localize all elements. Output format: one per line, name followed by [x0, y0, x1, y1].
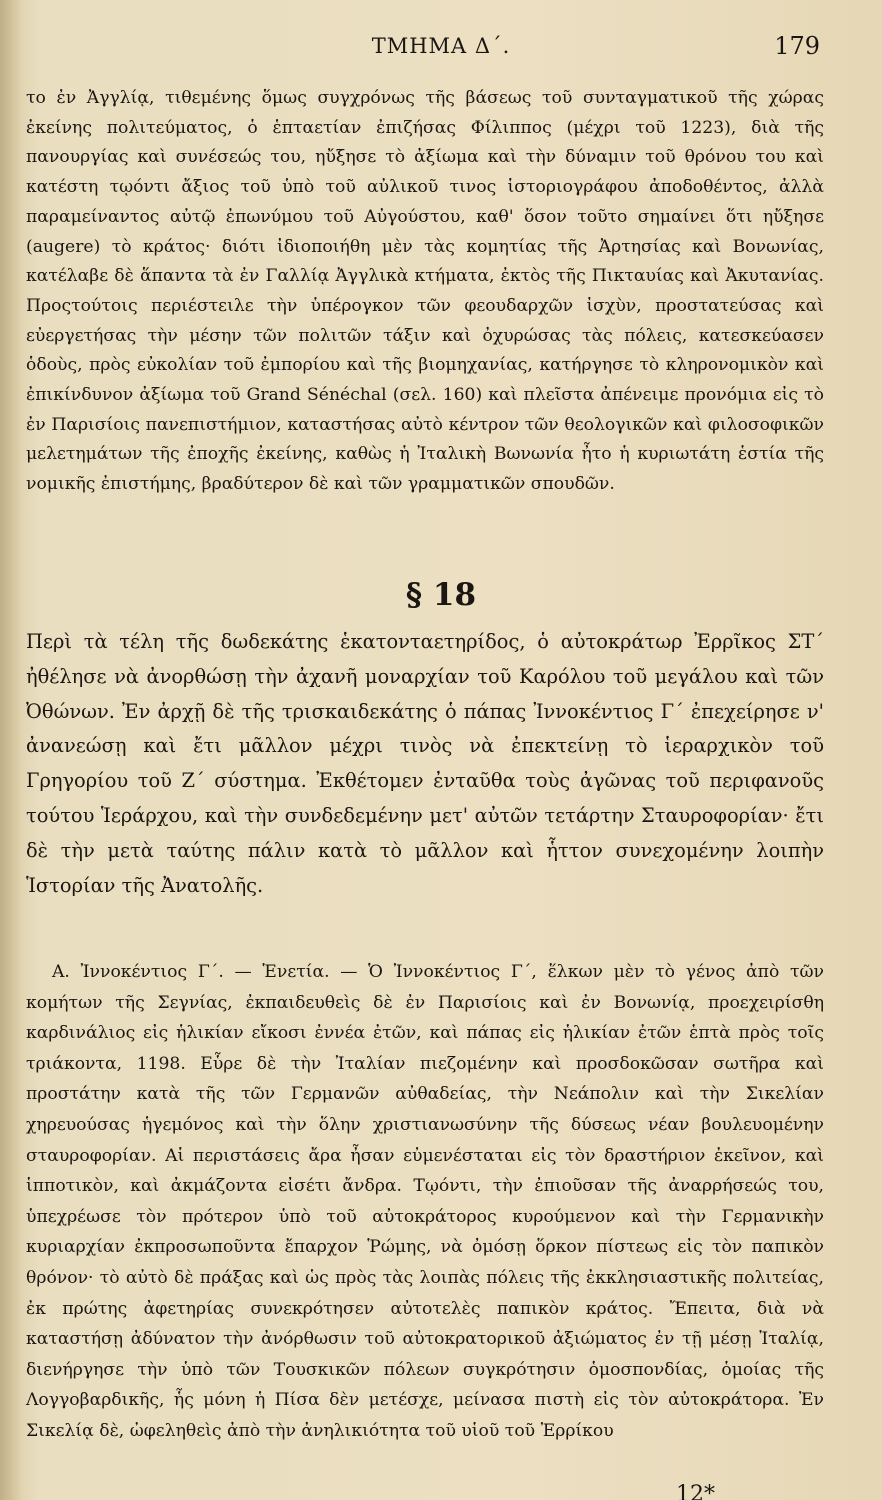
subsection-entry: [26, 957, 824, 1447]
section-intro: [26, 625, 824, 903]
section-intro-paragraph: Περὶ τὰ τέλη τῆς δωδεκάτης ἑκατονταετηρίδος, ὁ αὐτοκράτωρ Ἐρρῖκος ΣΤ΄ ἠθέλησε νὰ ἀνορθώσῃ τὴν ἀχανῆ μοναρχίαν τοῦ Καρόλου τοῦ μεγάλου καὶ τῶν Ὀθώνων. Ἐν ἀρχῇ δὲ τῆς τρισκαιδεκάτης ὁ πάπας Ἰννοκέντιος Γ΄ ἐπεχείρησε ν' ἀνανεώσῃ καὶ ἔτι μᾶλλον μέχρι τινὸς νὰ ἐπεκτείνῃ τὸ ἱεραρχικὸν τοῦ Γρηγορίου τοῦ Ζ΄ σύστημα. Ἐκθέτομεν ἐνταῦθα τοὺς ἀγῶνας τοῦ περιφανοῦς τούτου Ἱεράρχου, καὶ τὴν συνδεδεμένην μετ' αὐτῶν τετάρτην Σταυροφορίαν· ἔτι δὲ τὴν μετὰ ταύτης πάλιν κατὰ τὸ μᾶλλον καὶ ἧττον συνεχομένην λοιπὴν Ἱστορίαν τῆς Ἀνατολῆς.: [26, 630, 824, 897]
page-number: 179: [774, 32, 820, 60]
paragraph-top: το ἐν Ἀγγλίᾳ, τιθεμένης ὅμως συγχρόνως τῆς βάσεως τοῦ συνταγματικοῦ τῆς χώρας ἐκείνης πολιτεύματος, ὁ ἑπταετίαν ἐπιζήσας Φίλιππος (μέχρι τοῦ 1223), διὰ τῆς πανουργίας καὶ συνέσεώς του, ηὔξησε τὸ ἀξίωμα καὶ τὴν δύναμιν τοῦ θρόνου του καὶ κατέστη τῳόντι ἄξιος τοῦ ὑπὸ τοῦ αὐλικοῦ τινος ἱστοριογράφου ἀποδοθέντος, ἀλλὰ παραμείναντος αὐτῷ ἐπωνύμου τοῦ Αὐγούστου, καθ' ὅσον τοῦτο σημαίνει ὅτι ηὔξησε (augere) τὸ κράτος· διότι ἰδιοποιήθη μὲν τὰς κομητίας τῆς Ἀρτησίας καὶ Βονωνίας, κατέλαβε δὲ ἅπαντα τὰ ἐν Γαλλίᾳ Ἀγγλικὰ κτήματα, ἐκτὸς τῆς Πικταυίας καὶ Ἀκυτανίας. Προςτούτοις περιέστειλε τὴν ὑπέρογκον τῶν φεουδαρχῶν ἰσχὺν, προστατεύσας καὶ εὐεργετήσας τὴν μέσην τῶν πολιτῶν τάξιν καὶ ὀχυρώσας τὰς πόλεις, κατεσκεύασεν ὁδοὺς, πρὸς εὐκολίαν τοῦ ἐμπορίου καὶ τῆς βιομηχανίας, κατήργησε τὸ κληρονομικὸν καὶ ἐπικίνδυνον ἀξίωμα τοῦ Grand Sénéchal (σελ. 160) καὶ πλεῖστα ἀπένειμε προνόμια εἰς τὸ ἐν Παρισίοις πανεπιστήμιον, καταστήσας αὐτὸ κέντρον τῶν θεολογικῶν καὶ φιλοσοφικῶν μελετημάτων τῆς ἐποχῆς ἐκείνης, καθὼς ἡ Ἰταλικὴ Βωνωνία ἦτο ἡ κυριωτάτη ἑστία τῆς νομικῆς ἐπιστήμης, βραδύτερον δὲ καὶ τῶν γραμματικῶν σπουδῶν.: [26, 88, 824, 495]
subsection-text: Ὁ Ἰννοκέντιος Γ΄, ἕλκων μὲν τὸ γένος ἀπὸ τῶν κομήτων τῆς Σεγνίας, ἐκπαιδευθεὶς δὲ ἐν Παρισίοις καὶ ἐν Βονωνίᾳ, προεχειρίσθη καρδινάλιος εἰς ἡλικίαν εἴκοσι ἐννέα ἐτῶν, καὶ πάπας εἰς ἡλικίαν ἐτῶν ἑπτὰ πρὸς τοῖς τριάκοντα, 1198. Εὗρε δὲ τὴν Ἰταλίαν πιεζομένην καὶ προσδοκῶσαν σωτῆρα καὶ προστάτην κατὰ τῆς τῶν Γερμανῶν αὐθαδείας, τὴν Νεάπολιν καὶ τὴν Σικελίαν χηρευούσας ἡγεμόνος καὶ τὴν ὅλην χριστιανωσύνην τῆς δύσεως νέαν βουλευομένην σταυροφορίαν. Αἱ περιστάσεις ἄρα ἦσαν εὐμενέσταται εἰς τὸν δραστήριον ἐκεῖνον, καὶ ἱπποτικὸν, καὶ ἀκμάζοντα εἰσέτι ἄνδρα. Τῳόντι, τὴν ἐπιοῦσαν τῆς ἀναρρήσεώς του, ὑπεχρέωσε τὸν πρότερον ὑπὸ τοῦ αὐτοκράτορος κυρούμενον καὶ τὴν Γερμανικὴν κυριαρχίαν ἐκπροσωποῦντα ἔπαρχον Ῥώμης, νὰ ὀμόσῃ ὅρκον πίστεως εἰς τὸν παπικὸν θρόνον· τὸ αὐτὸ δὲ πράξας καὶ ὡς πρὸς τὰς λοιπὰς πόλεις τῆς ἐκκλησιαστικῆς πολιτείας, ἐκ πρώτης ἀφετηρίας συνεκρότησεν αὐτοτελὲς παπικὸν κράτος. Ἔπειτα, διὰ νὰ καταστήσῃ ἀδύνατον τὴν ἀνόρθωσιν τοῦ αὐτοκρατορικοῦ ἀξιώματος ἐν τῇ μέσῃ Ἰταλίᾳ, διενήργησε τὴν ὑπὸ τῶν Τουσκικῶν πόλεων συγκρότησιν ὁμοσπονδίας, ὁμοίας τῆς Λογγοβαρδικῆς, ἧς μόνη ἡ Πίσα δὲν μετέσχε, μείνασα πιστὴ εἰς τὸν αὐτοκράτορα. Ἐν Σικελίᾳ δὲ, ὠφεληθεὶς ἀπὸ τὴν ἀνηλικιότητα τοῦ υἱοῦ τοῦ Ἐρρίκου: [26, 962, 824, 1441]
subsection-label: Α. Ἰννοκέντιος Γ΄. — Ἑνετία. —: [52, 962, 358, 982]
running-head: [0, 34, 882, 64]
binding-shadow: [0, 0, 22, 1500]
signature-mark: 12*: [676, 1482, 715, 1500]
body-text-top: [26, 84, 824, 500]
running-head-section: ΤΜΗΜΑ Δ΄.: [371, 34, 511, 58]
section-heading: § 18: [405, 577, 477, 613]
